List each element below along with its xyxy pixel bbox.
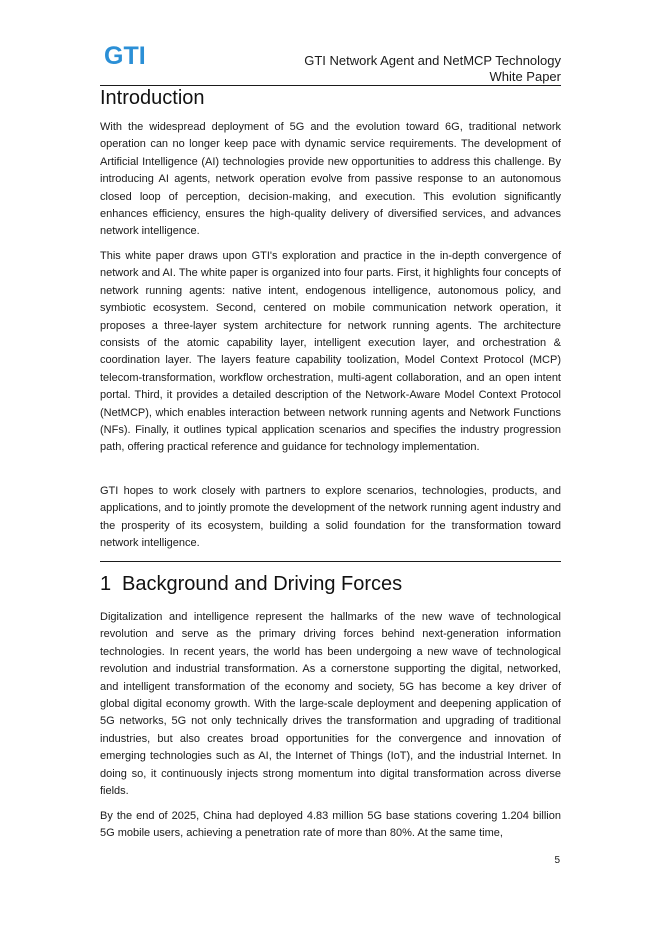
document-title-line2: White Paper bbox=[489, 69, 561, 84]
page-number: 5 bbox=[554, 855, 560, 866]
section-divider bbox=[100, 561, 561, 562]
document-title-line1: GTI Network Agent and NetMCP Technology bbox=[304, 53, 561, 68]
section-paragraph: By the end of 2025, China had deployed 4.83 million 5G base stations covering 1.204 billion 5G mobile users, achieving a penetration rate of more than 80%. At the same time, bbox=[100, 810, 561, 840]
introduction-paragraph: GTI hopes to work closely with partners to explore scenarios, technologies, products, and applications, and to jointly promote the development of the network running agent industry and the prosperity of its ecosystem, building a solid foundation for the transformation toward network intelligence. bbox=[100, 485, 561, 550]
gti-logo: GTI bbox=[104, 42, 146, 70]
section-paragraph: Digitalization and intelligence represent the hallmarks of the new wave of technological revolution and serve as the primary driving forces behind next-generation information technologies. In recent years, the world has been undergoing a new wave of technological revolution and industrial transformation. As a cornerstone supporting the digital, networked, and intelligent transformation of the economy and society, 5G has become a key driver of global digital economy growth. With the large-scale deployment and deepening application of 5G networks, 5G not only technically drives the transformation and upgrading of traditional industries, but also creates broad opportunities for the convergence and innovation of emerging technologies such as AI, the Internet of Things (IoT), and the industrial Internet. In doing so, it continuously injects strong momentum into digital transformation across diverse fields. bbox=[100, 611, 561, 798]
introduction-heading: Introduction bbox=[100, 87, 205, 109]
section-title: Background and Driving Forces bbox=[122, 573, 403, 595]
document-title bbox=[304, 53, 561, 85]
section-number: 1 bbox=[100, 573, 112, 595]
introduction-paragraph: This white paper draws upon GTI's exploration and practice in the in-depth convergence of network and AI. The white paper is organized into four parts. First, it highlights four concepts of network running agents: native intent, endogenous intelligence, autonomous policy, and symbiotic ecosystem. Second, centered on mobile communication network operation, it proposes a three-layer system architecture for network running agents. The architecture consists of the atomic capability layer, intelligent execution layer, and orchestration & coordination layer. The layers feature capability toolization, Model Context Protocol (MCP) telecom-transformation, workflow orchestration, multi-agent collaboration, and an open intent portal. Third, it provides a detailed description of the Network-Aware Model Context Protocol (NetMCP), which enables interaction between network running agents and Network Functions (NFs). Finally, it outlines typical application scenarios and specifies the industry progression path, offering practical reference and guidance for technology implementation. bbox=[100, 250, 561, 454]
section-heading bbox=[100, 572, 402, 596]
introduction-paragraph: With the widespread deployment of 5G and the evolution toward 6G, traditional network operation can no longer keep pace with dynamic service requirements. The development of Artificial Intelligence (AI) technologies provide new opportunities to address this challenge. By introducing AI agents, network operation evolve from passive response to an autonomous closed loop of perception, decision-making, and execution. This evolution significantly enhances efficiency, ensures the high-quality delivery of diversified services, and advances network intelligence. bbox=[100, 121, 561, 238]
